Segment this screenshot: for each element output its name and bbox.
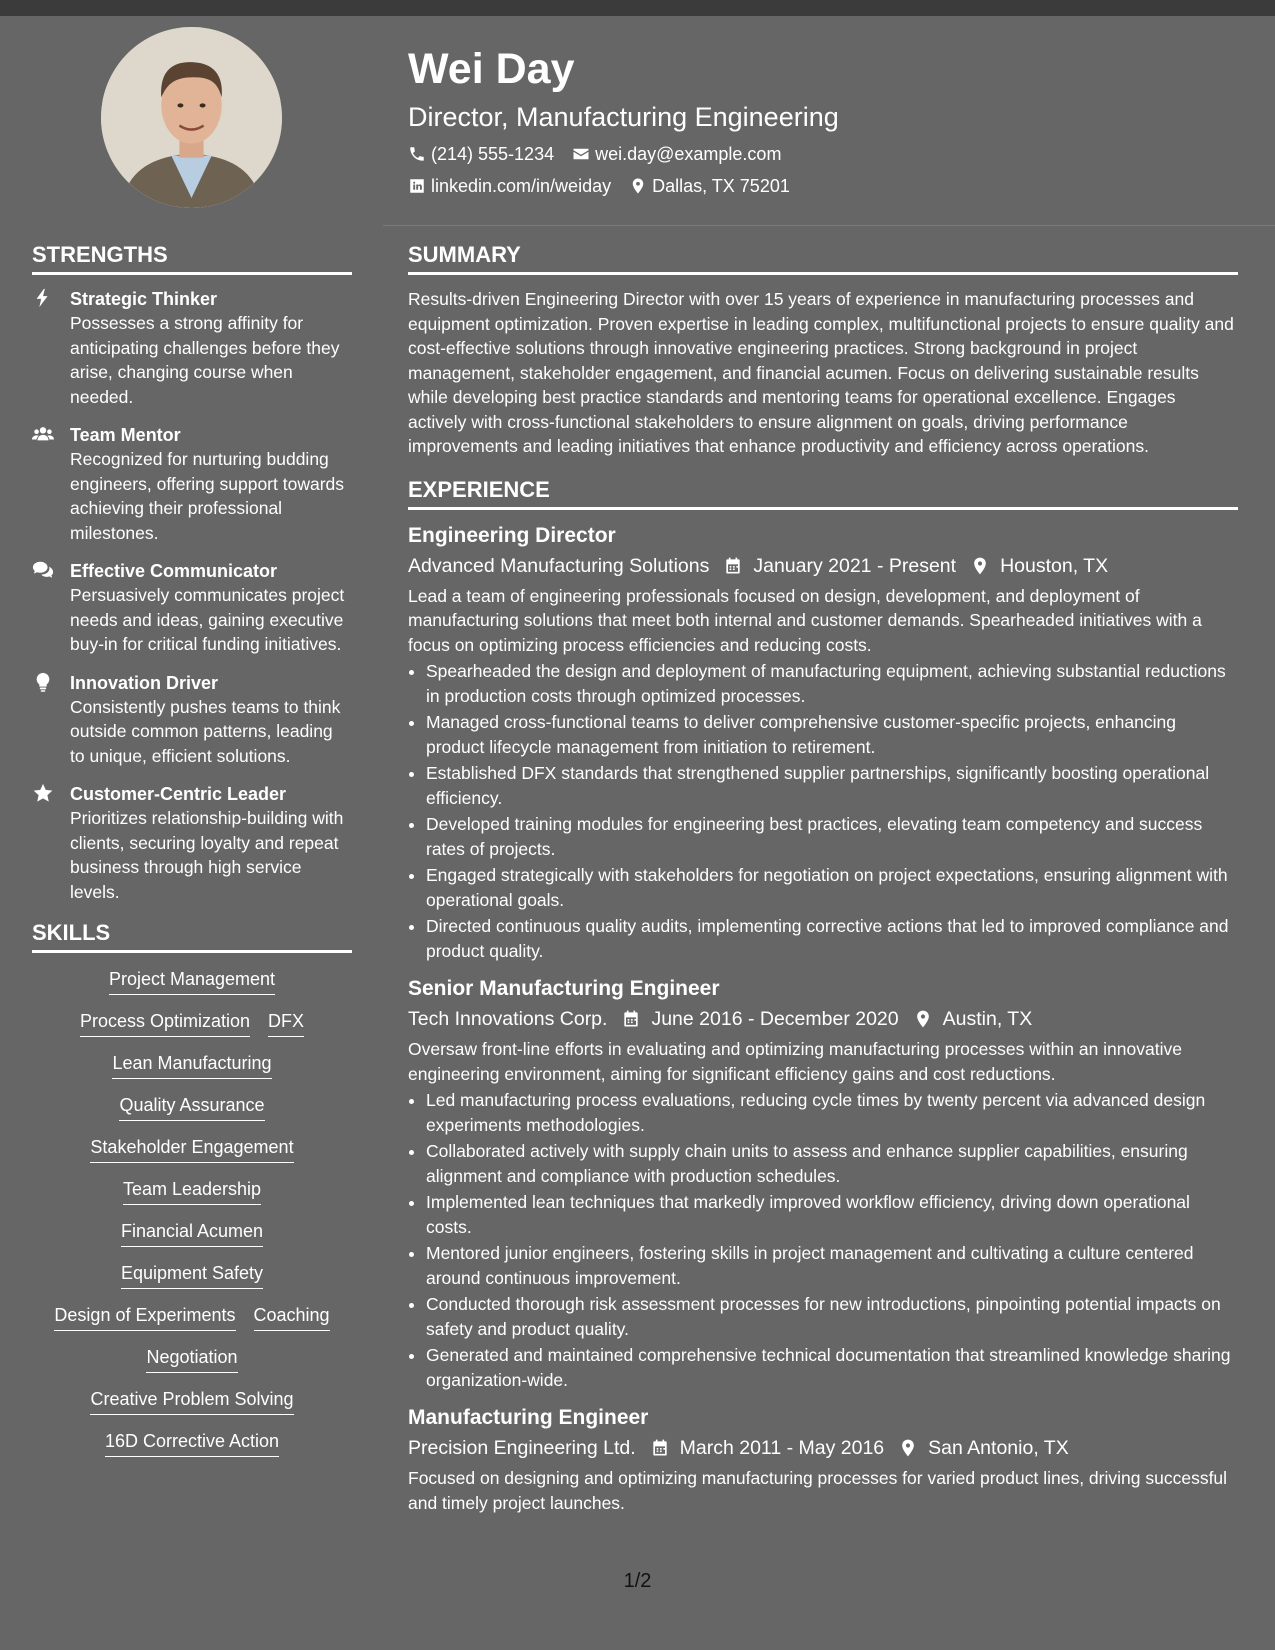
job-entry [408, 975, 1238, 1392]
job-bullet: • Mentored junior engineers, fostering skills in project management and cultivating a culture centered around continuous improvement. [426, 1241, 1238, 1290]
email-text: wei.day@example.com [595, 144, 782, 164]
strength-title: Strategic Thinker [70, 289, 218, 309]
job-bullet: • Conducted thorough risk assessment processes for new introductions, pinpointing potential impacts on safety and product quality. [426, 1292, 1238, 1341]
job-bullet: • Engaged strategically with stakeholders for negotiation on project expectations, ensuring alignment with operational goals. [426, 863, 1238, 912]
map-marker-icon [970, 556, 990, 576]
skill-row [32, 1429, 352, 1457]
skill-tag: DFX [268, 1009, 304, 1037]
users-icon [32, 423, 54, 445]
strength-desc: Persuasively communicates project needs and ideas, gaining executive buy-in for critical funding initiatives. [70, 585, 345, 654]
skill-tag: Stakeholder Engagement [90, 1135, 293, 1163]
main-content [408, 240, 1238, 1527]
summary-text: Results-driven Engineering Director with over 15 years of experience in manufacturing processes and equipment optimization. Proven expertise in leading complex, multifunctional projects to ensure quality and cost-effective solutions through innovative engineering practices. Strong background in project management, stakeholder engagement, and financial acumen. Focus on delivering sustainable results while developing best practice standards and mentoring teams for operational excellence. Engages actively with cross-functional stakeholders to ensure alignment on goals, driving performance improvements and leading initiatives that enhance productivity and efficiency across operations. [408, 289, 1234, 456]
calendar-icon [723, 556, 743, 576]
job-bullets [408, 659, 1238, 963]
portrait-illustration [101, 27, 282, 208]
job-dates-item [621, 1005, 898, 1033]
job-title: Engineering Director [408, 523, 616, 547]
skill-row [32, 1009, 352, 1037]
job-company: Precision Engineering Ltd. [408, 1437, 636, 1459]
skill-tag: Process Optimization [80, 1009, 250, 1037]
job-meta [408, 1005, 1238, 1033]
job-company: Tech Innovations Corp. [408, 1008, 608, 1030]
job-bullet: • Directed continuous quality audits, implementing corrective actions that led to improved compliance and product quality. [426, 914, 1238, 963]
experience-heading: EXPERIENCE [408, 475, 1238, 510]
skill-tag: Lean Manufacturing [112, 1051, 271, 1079]
job-entry [408, 1404, 1238, 1515]
job-dates-item [650, 1434, 885, 1462]
summary-heading: SUMMARY [408, 240, 1238, 275]
job-description: Lead a team of engineering professionals focused on design, development, and deployment of manufacturing solutions that meet both internal and customer demands. Spearheaded initiatives with a focus on optimizing process efficiencies and reducing costs. [408, 585, 1202, 655]
contact-row-2 [408, 174, 1228, 198]
skill-tag: 16D Corrective Action [105, 1429, 279, 1457]
sidebar [32, 240, 352, 1457]
job-location: Houston, TX [1000, 554, 1109, 577]
phone-icon [408, 145, 426, 163]
skill-row [32, 1261, 352, 1289]
job-bullet: • Collaborated actively with supply chain units to assess and enhance supplier capabilities, ensuring alignment and compliance with production schedules. [426, 1139, 1238, 1188]
job-location-item [898, 1434, 1069, 1462]
job-bullet: • Led manufacturing process evaluations, reducing cycle times by twenty percent via advanced design experiments methodologies. [426, 1088, 1238, 1137]
strength-title: Customer-Centric Leader [70, 784, 287, 804]
linkedin-text: linkedin.com/in/weiday [431, 176, 612, 196]
job-title: Manufacturing Engineer [408, 1406, 649, 1429]
skill-row [32, 1051, 352, 1079]
job-bullet: • Established DFX standards that strengthened supplier partnerships, significantly boosting operational efficiency. [426, 761, 1238, 810]
strength-item [32, 423, 352, 545]
skill-tag: Design of Experiments [54, 1303, 235, 1331]
strength-item [32, 287, 352, 409]
comments-icon [32, 559, 54, 581]
experience-list [408, 522, 1238, 1516]
strength-desc: Recognized for nurturing budding engineers, offering support towards achieving their professional milestones. [70, 449, 345, 543]
job-bullet: • Generated and maintained comprehensive technical documentation that streamlined knowledge sharing organization-wide. [426, 1343, 1238, 1392]
map-marker-icon [913, 1009, 933, 1029]
profile-photo [101, 27, 282, 208]
top-bar [0, 0, 1275, 16]
map-marker-icon [898, 1438, 918, 1458]
page-number: 1/2 [623, 1570, 652, 1592]
skill-tag: Creative Problem Solving [90, 1387, 293, 1415]
skill-tag: Team Leadership [123, 1177, 261, 1205]
email-item[interactable] [572, 142, 781, 166]
job-description: Focused on designing and optimizing manufacturing processes for varied product lines, driving successful and timely project launches. [408, 1468, 1228, 1513]
job-location-item [970, 552, 1108, 580]
job-location: San Antonio, TX [928, 1437, 1069, 1459]
map-marker-icon [629, 177, 647, 195]
job-location-item [913, 1005, 1033, 1033]
lightbulb-icon [32, 671, 54, 693]
candidate-title: Director, Manufacturing Engineering [408, 102, 839, 132]
strength-title: Team Mentor [70, 425, 181, 445]
phone-text: (214) 555-1234 [431, 144, 555, 164]
job-entry [408, 522, 1238, 964]
strength-item [32, 782, 352, 904]
skill-row [32, 1303, 352, 1331]
job-bullet: • Spearheaded the design and deployment of manufacturing equipment, achieving substantial reductions in production costs through optimized processes. [426, 659, 1238, 708]
skill-row [32, 1387, 352, 1415]
job-bullet: • Managed cross-functional teams to deliver comprehensive customer-specific projects, enhancing product lifecycle management from initiation to retirement. [426, 710, 1238, 759]
skill-tag: Equipment Safety [121, 1261, 263, 1289]
skills-list [32, 967, 352, 1457]
strength-item [32, 559, 352, 657]
skill-row [32, 1345, 352, 1373]
skill-row [32, 1219, 352, 1247]
job-meta [408, 1434, 1238, 1462]
strength-desc: Prioritizes relationship-building with clients, securing loyalty and repeat business through high service levels. [70, 808, 344, 902]
resume-header [408, 42, 1228, 198]
skill-row [32, 1093, 352, 1121]
calendar-icon [650, 1438, 670, 1458]
strength-desc: Possesses a strong affinity for anticipating challenges before they arise, changing course when needed. [70, 313, 340, 407]
job-meta [408, 552, 1238, 580]
star-icon [32, 782, 54, 804]
skill-tag: Financial Acumen [121, 1219, 263, 1247]
strengths-heading: STRENGTHS [32, 240, 352, 275]
strength-desc: Consistently pushes teams to think outside common patterns, leading to unique, efficient solutions. [70, 696, 341, 766]
job-dates: March 2011 - May 2016 [679, 1437, 885, 1459]
job-description: Oversaw front-line efforts in evaluating and optimizing manufacturing processes within an innovative engineering environment, aiming for significant efficiency gains and cost reductions. [408, 1039, 1182, 1084]
location-text: Dallas, TX 75201 [652, 176, 790, 196]
location-item [629, 174, 790, 198]
skill-tag: Negotiation [146, 1345, 237, 1373]
job-title: Senior Manufacturing Engineer [408, 977, 720, 1000]
strength-title: Effective Communicator [70, 561, 278, 581]
strength-item [32, 671, 352, 769]
header-divider [383, 225, 1275, 226]
skill-row [32, 967, 352, 995]
job-bullets [408, 1088, 1238, 1392]
envelope-icon [572, 145, 590, 163]
skill-row [32, 1177, 352, 1205]
contact-row-1 [408, 142, 1228, 166]
candidate-name: Wei Day [408, 45, 575, 93]
job-company: Advanced Manufacturing Solutions [408, 554, 710, 577]
job-dates: June 2016 - December 2020 [651, 1008, 899, 1030]
phone-item [408, 142, 554, 166]
skill-tag: Project Management [109, 967, 275, 995]
skill-tag: Coaching [254, 1303, 330, 1331]
linkedin-item[interactable] [408, 174, 611, 198]
job-bullet: • Developed training modules for engineering best practices, elevating team competency and success rates of projects. [426, 812, 1238, 861]
job-bullet: • Implemented lean techniques that markedly improved workflow efficiency, driving down operational costs. [426, 1190, 1238, 1239]
bolt-icon [32, 287, 54, 309]
job-dates-item [723, 552, 956, 580]
job-location: Austin, TX [942, 1008, 1033, 1030]
calendar-icon [621, 1009, 641, 1029]
skills-heading: SKILLS [32, 918, 352, 953]
strength-title: Innovation Driver [70, 672, 219, 693]
linkedin-icon [408, 177, 426, 195]
skill-tag: Quality Assurance [119, 1093, 264, 1121]
job-dates: January 2021 - Present [753, 554, 957, 577]
skill-row [32, 1135, 352, 1163]
